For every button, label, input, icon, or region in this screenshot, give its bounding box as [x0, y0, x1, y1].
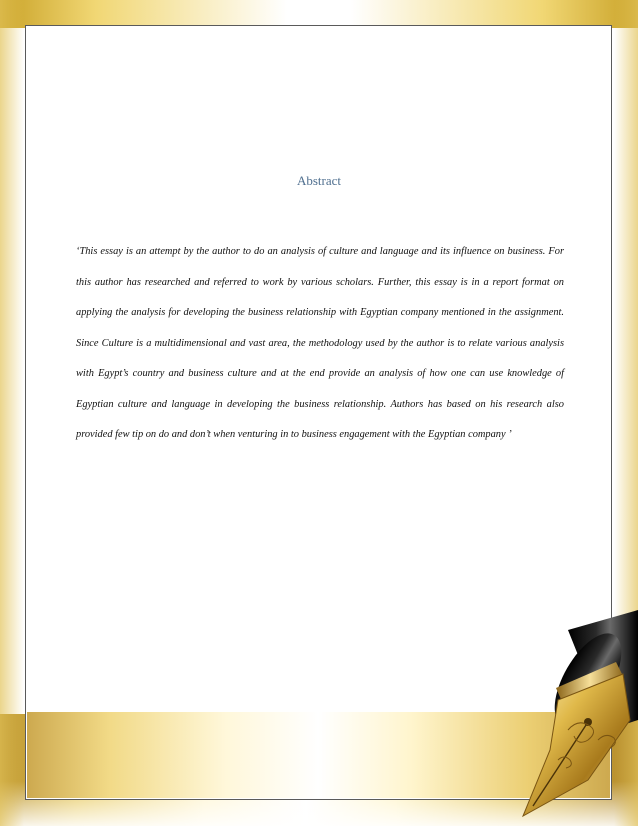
fountain-pen-nib-icon	[438, 610, 638, 826]
top-gold-band	[0, 0, 638, 28]
left-gold-edge	[0, 0, 24, 826]
abstract-heading: Abstract	[296, 173, 342, 188]
abstract-paragraph: ‘This essay is an attempt by the author to do an analysis of culture and language and its influence on business. For this author has researched and referred to work by various scholars. Further, this essay is in a report format on applying the analysis for developing the business relationship with Egyptian company mentioned in the assignment. Since Culture is a multidimensional and vast area, the methodology used by the author is to relate various analysis with Egypt’s country and business culture and at the end provide an analysis of how one can use knowledge of Egyptian culture and language in developing the business relationship. Authors has based on his research also provided few tip on do and don’t when venturing in to business engagement with the Egyptian company ’	[76, 246, 564, 440]
